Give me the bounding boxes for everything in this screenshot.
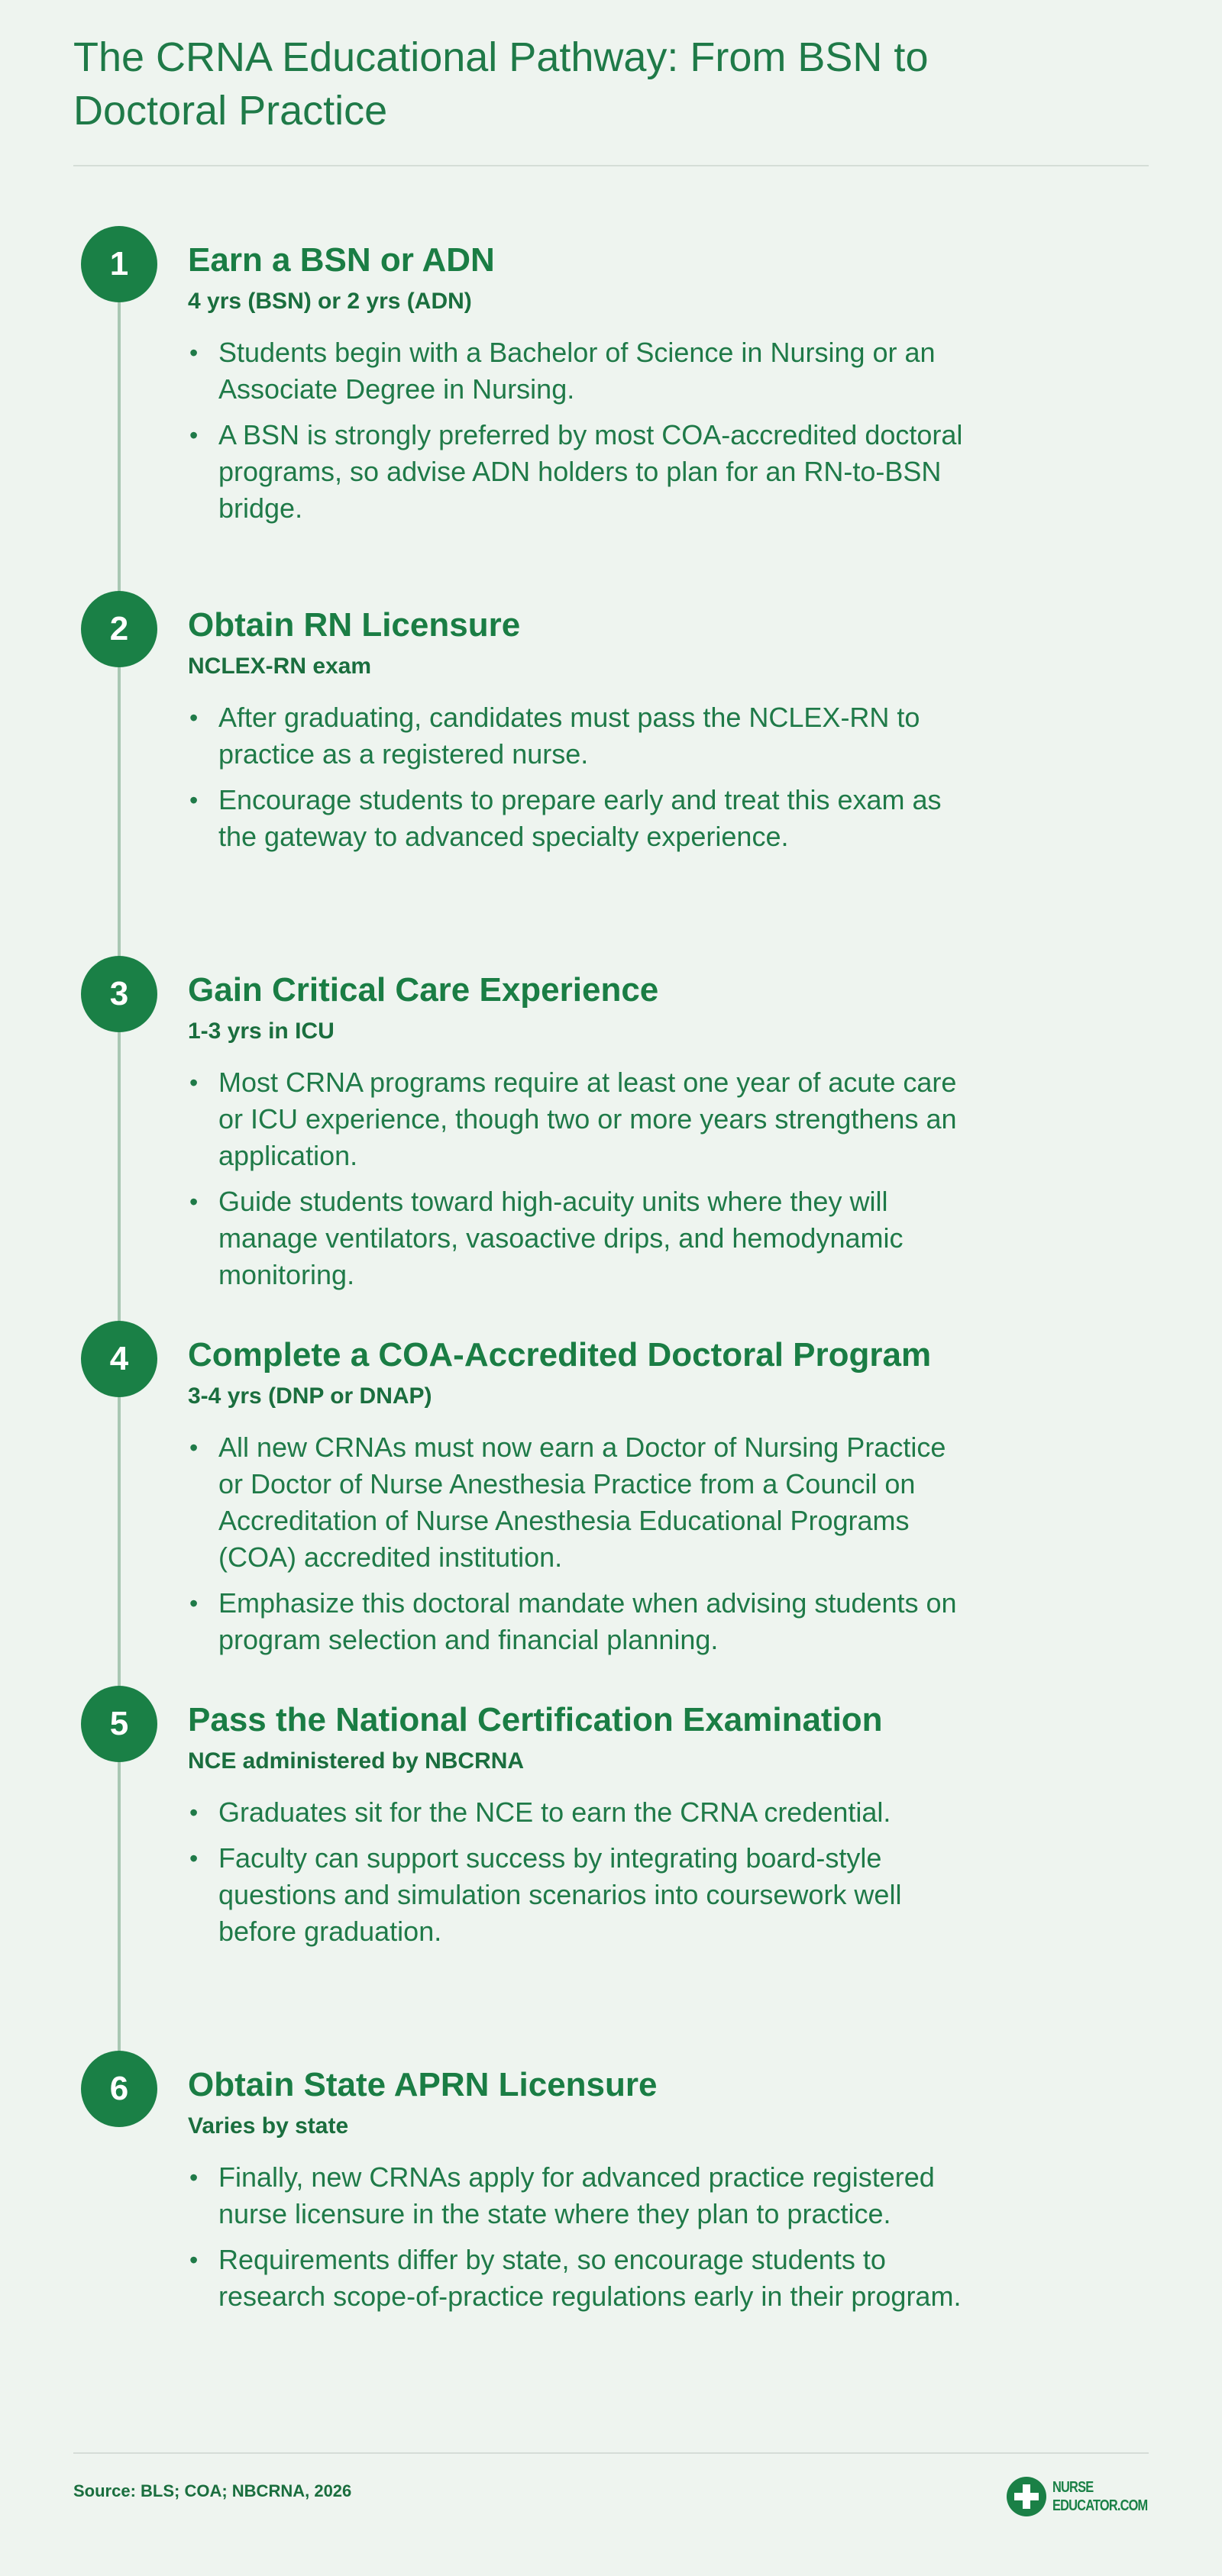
step-title: Pass the National Certification Examination (188, 1701, 883, 1738)
medical-cross-icon (1007, 2477, 1046, 2516)
page-title: The CRNA Educational Pathway: From BSN to Doctoral Practice (73, 34, 929, 134)
step-title: Gain Critical Care Experience (188, 971, 659, 1009)
step-bullet-list (188, 1794, 975, 1959)
step-bullet-list (188, 334, 975, 536)
step-bullet: • Emphasize this doctoral mandate when advising students on program selection and financial planning. (188, 1585, 975, 1658)
step-duration: NCLEX-RN exam (188, 654, 372, 679)
step-number-badge: 3 (81, 956, 157, 1032)
step-bullet-list (188, 1429, 975, 1667)
step-duration: Varies by state (188, 2113, 349, 2139)
step-title: Earn a BSN or ADN (188, 241, 495, 279)
logo-wordmark (1052, 2478, 1148, 2515)
step-bullet: • Graduates sit for the NCE to earn the CRNA credential. (188, 1794, 975, 1831)
step-number-badge: 5 (81, 1686, 157, 1762)
source-note: Source: BLS; COA; NBCRNA, 2026 (73, 2481, 352, 2500)
header-divider (73, 165, 1149, 166)
step-bullet: • After graduating, candidates must pass the NCLEX-RN to practice as a registered nurse. (188, 699, 975, 773)
step-bullet: • Encourage students to prepare early and treat this exam as the gateway to advanced specialty experience. (188, 782, 975, 855)
step-bullet: • A BSN is strongly preferred by most COA-accredited doctoral programs, so advise ADN holders to plan for an RN-to-BSN bridge. (188, 417, 975, 527)
step-number-badge: 1 (81, 226, 157, 302)
step-title: Complete a COA-Accredited Doctoral Program (188, 1336, 932, 1374)
step-duration: NCE administered by NBCRNA (188, 1748, 525, 1774)
step-bullet-list (188, 2159, 975, 2324)
step-bullet: • Students begin with a Bachelor of Science in Nursing or an Associate Degree in Nursing. (188, 334, 975, 408)
step-title: Obtain State APRN Licensure (188, 2066, 658, 2103)
step-duration: 1-3 yrs in ICU (188, 1018, 335, 1044)
step-bullet-list (188, 1064, 975, 1303)
step-bullet: • Requirements differ by state, so encourage students to research scope-of-practice regulations early in their program. (188, 2242, 975, 2315)
step-number-badge: 4 (81, 1321, 157, 1397)
logo-line-2: EDUCATOR.COM (1052, 2497, 1148, 2514)
timeline-line (118, 263, 121, 2126)
step-duration: 4 yrs (BSN) or 2 yrs (ADN) (188, 289, 472, 314)
step-bullet-list (188, 699, 975, 864)
step-bullet: • Finally, new CRNAs apply for advanced practice registered nurse licensure in the state where they plan to practice. (188, 2159, 975, 2232)
step-bullet: • Faculty can support success by integrating board-style questions and simulation scenarios into coursework well before graduation. (188, 1840, 975, 1950)
footer-divider (73, 2452, 1149, 2454)
step-title: Obtain RN Licensure (188, 606, 521, 644)
step-bullet: • All new CRNAs must now earn a Doctor of Nursing Practice or Doctor of Nurse Anesthesia Practice from a Council on Accreditation of Nurse Anesthesia Educational Programs (COA) accredited institution. (188, 1429, 975, 1576)
brand-logo (1007, 2474, 1152, 2520)
step-number-badge: 6 (81, 2051, 157, 2127)
step-number-badge: 2 (81, 591, 157, 667)
step-bullet: • Guide students toward high-acuity units where they will manage ventilators, vasoactive drips, and hemodynamic monitoring. (188, 1183, 975, 1293)
step-duration: 3-4 yrs (DNP or DNAP) (188, 1383, 432, 1409)
step-bullet: • Most CRNA programs require at least one year of acute care or ICU experience, though two or more years strengthens an application. (188, 1064, 975, 1174)
logo-line-1: NURSE (1052, 2479, 1094, 2496)
